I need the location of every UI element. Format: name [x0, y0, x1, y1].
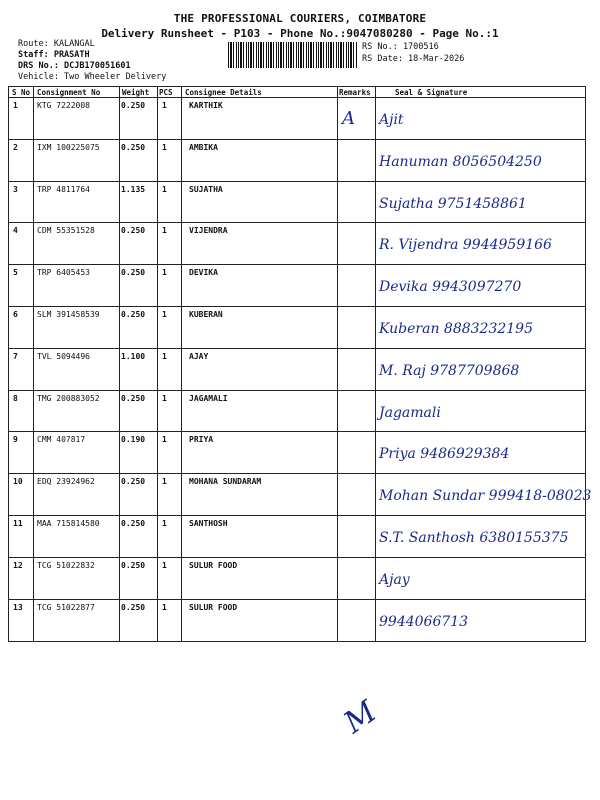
row-divider	[9, 431, 585, 432]
row-divider	[9, 348, 585, 349]
row-consignee: AJAY	[189, 351, 209, 361]
row-consignee: VIJENDRA	[189, 226, 228, 236]
col-consignment: Consignment No	[37, 88, 101, 97]
row-divider	[9, 264, 585, 265]
row-consignment-no: TRP 6405453	[37, 268, 90, 278]
row-signature: Devika 9943097270	[379, 279, 522, 296]
row-weight: 0.190	[121, 435, 146, 445]
col-weight: Weight	[122, 88, 150, 97]
row-pcs: 1	[162, 560, 167, 570]
row-consignment-no: SLM 391458539	[37, 310, 100, 319]
row-sno: 1	[13, 101, 18, 110]
row-consignment-no: TRP 4811764	[37, 184, 90, 194]
row-consignee: SULUR FOOD	[189, 602, 238, 612]
row-sno: 10	[13, 477, 23, 487]
row-divider	[9, 390, 585, 391]
row-weight: 0.250	[121, 393, 146, 403]
row-pcs: 1	[162, 310, 167, 319]
row-signature: Ajit	[379, 112, 404, 128]
row-sno: 11	[13, 519, 23, 528]
row-signature: Jagamali	[379, 404, 441, 421]
row-weight: 0.250	[121, 477, 146, 487]
col-remarks: Remarks	[339, 88, 371, 97]
footer-mark: M	[337, 694, 383, 741]
row-signature: 9944066713	[379, 613, 469, 630]
row-consignment-no: TCG 51022877	[37, 602, 95, 612]
row-sno: 5	[13, 268, 18, 278]
row-weight: 0.250	[121, 101, 146, 110]
row-weight: 0.250	[121, 268, 146, 278]
row-signature: Mohan Sundar 999418-08023	[379, 488, 592, 505]
row-consignment-no: IXM 100225075	[37, 142, 100, 152]
row-divider	[9, 557, 585, 558]
row-weight: 0.250	[121, 310, 146, 319]
row-divider	[9, 515, 585, 516]
row-consignment-no: CMM 407817	[37, 435, 86, 445]
runsheet-title: Delivery Runsheet - P103 - Phone No.:9047080280 - Page No.:1	[101, 27, 499, 40]
row-consignment-no: KTG 7222008	[37, 101, 90, 110]
row-divider	[9, 473, 585, 474]
row-signature: Kuberan 8883232195	[379, 321, 533, 337]
row-sno: 3	[13, 184, 18, 194]
row-consignee: KARTHIK	[189, 101, 223, 110]
row-consignment-no: EDQ 23924962	[37, 477, 95, 487]
row-pcs: 1	[162, 519, 167, 528]
row-weight: 0.250	[121, 602, 146, 612]
row-consignee: SANTHOSH	[189, 519, 228, 528]
row-consignee: PRIYA	[189, 435, 214, 445]
row-signature: R. Vijendra 9944959166	[379, 237, 552, 254]
route-label: Route: KALANGAL	[18, 39, 95, 49]
row-pcs: 1	[162, 393, 167, 403]
row-consignment-no: TCG 51022832	[37, 560, 95, 570]
row-signature: Hanuman 8056504250	[379, 153, 542, 170]
row-sno: 6	[13, 310, 18, 319]
row-consignee: MOHANA SUNDARAM	[189, 477, 262, 487]
row-consignee: SUJATHA	[189, 184, 223, 194]
row-pcs: 1	[162, 142, 167, 152]
rs-number: RS No.: 1700516	[362, 42, 439, 52]
remarks-mark: A	[342, 108, 355, 129]
col-sno: S No	[12, 88, 31, 97]
row-signature: Ajay	[379, 571, 410, 588]
row-divider	[9, 181, 585, 182]
row-sno: 2	[13, 142, 18, 152]
row-weight: 0.250	[121, 519, 146, 528]
row-consignment-no: MAA 715814580	[37, 519, 100, 528]
row-sno: 8	[13, 393, 18, 403]
row-pcs: 1	[162, 101, 167, 110]
row-consignee: KUBERAN	[189, 310, 223, 319]
row-consignment-no: TVL 5094496	[37, 351, 90, 361]
row-pcs: 1	[162, 602, 167, 612]
row-signature: Sujatha 9751458861	[379, 195, 527, 212]
row-signature: S.T. Santhosh 6380155375	[379, 530, 569, 546]
runsheet-table	[8, 86, 592, 642]
barcode	[228, 42, 358, 68]
row-divider	[9, 139, 585, 140]
row-sno: 9	[13, 435, 18, 445]
row-pcs: 1	[162, 435, 167, 445]
row-weight: 1.100	[121, 351, 146, 361]
row-weight: 0.250	[121, 226, 146, 236]
row-weight: 0.250	[121, 142, 146, 152]
drs-label: DRS No.: DCJB170051601	[18, 61, 131, 71]
row-signature: M. Raj 9787709868	[379, 362, 520, 379]
row-signature: Priya 9486929384	[379, 446, 510, 463]
rs-date: RS Date: 18-Mar-2026	[362, 54, 465, 64]
row-consignment-no: CDM 55351528	[37, 226, 95, 236]
row-sno: 4	[13, 226, 18, 236]
row-sno: 7	[13, 351, 18, 361]
row-consignment-no: TMG 200883052	[37, 393, 100, 403]
row-consignee: AMBIKA	[189, 142, 218, 152]
col-signature: Seal & Signature	[395, 88, 468, 97]
row-pcs: 1	[162, 477, 167, 487]
row-weight: 1.135	[121, 184, 146, 194]
row-divider	[9, 222, 585, 223]
row-consignee: JAGAMALI	[189, 393, 228, 403]
row-pcs: 1	[162, 351, 167, 361]
row-weight: 0.250	[121, 560, 146, 570]
col-pcs: PCS	[159, 88, 173, 97]
row-pcs: 1	[162, 268, 167, 278]
row-pcs: 1	[162, 226, 167, 236]
row-divider	[9, 599, 585, 600]
vehicle-label: Vehicle: Two Wheeler Delivery	[18, 72, 167, 82]
row-consignee: SULUR FOOD	[189, 560, 238, 570]
row-pcs: 1	[162, 184, 167, 194]
company-title: THE PROFESSIONAL COURIERS, COIMBATORE	[173, 12, 427, 25]
row-sno: 12	[13, 560, 23, 570]
row-consignee: DEVIKA	[189, 268, 218, 278]
row-sno: 13	[13, 602, 23, 612]
staff-label: Staff: PRASATH	[18, 50, 90, 60]
row-divider	[9, 306, 585, 307]
col-consignee: Consignee Details	[185, 88, 262, 97]
